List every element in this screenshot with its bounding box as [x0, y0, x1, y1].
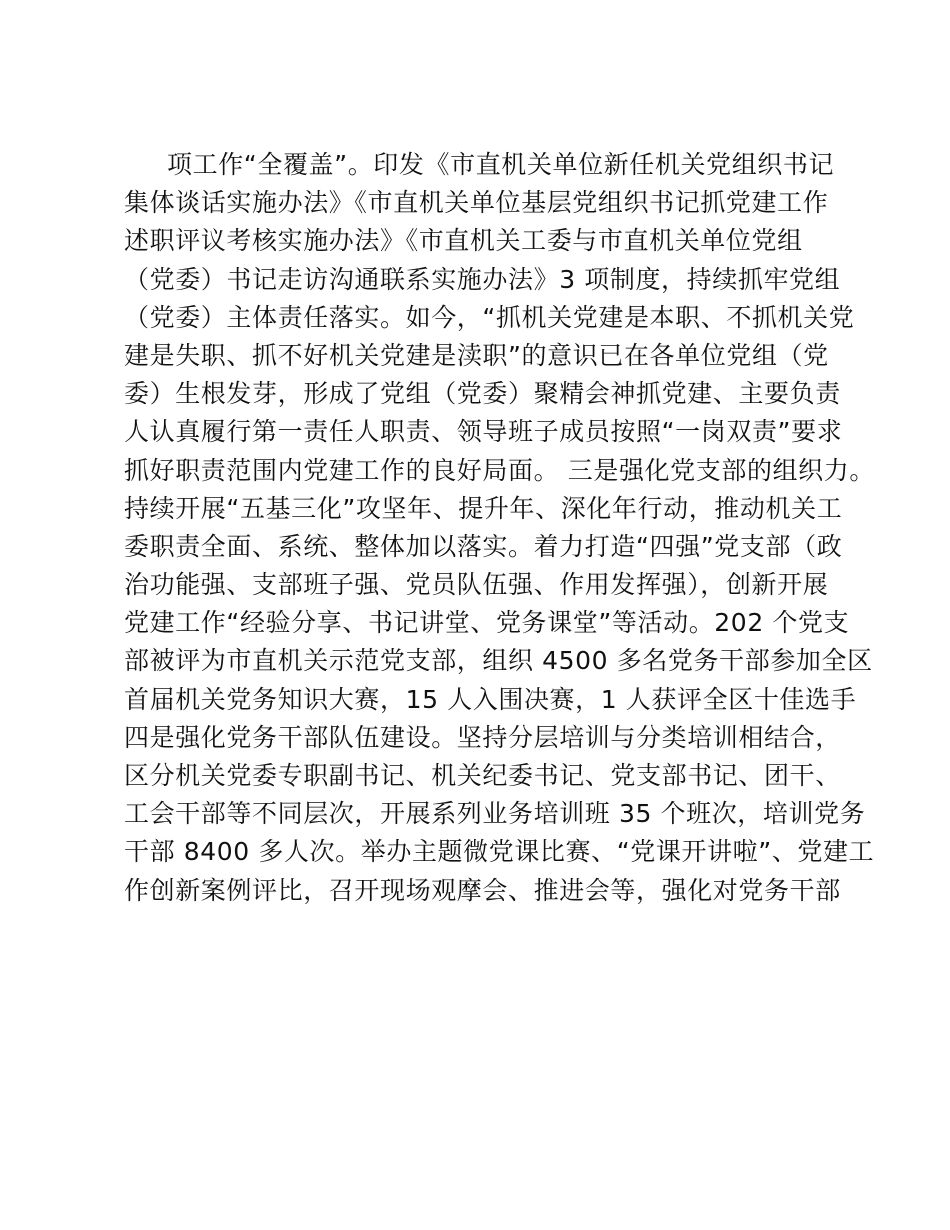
text-line: 委）生根发芽，形成了党组（党委）聚精会神抓党建、主要负责: [124, 379, 841, 409]
text-line: （党委）书记走访沟通联系实施办法》3 项制度，持续抓牢党组: [124, 264, 841, 294]
text-line: 项工作“全覆盖”。印发《市直机关单位新任机关党组织书记: [167, 150, 835, 179]
body-paragraph: [124, 146, 875, 910]
text-line: 党建工作“经验分享、书记讲堂、党务课堂”等活动。202 个党支: [124, 608, 850, 638]
text-line: 区分机关党委专职副书记、机关纪委书记、党支部书记、团干、: [124, 761, 841, 790]
text-line: 治功能强、支部班子强、党员队伍强、作用发挥强），创新开展: [124, 570, 829, 600]
text-line: 持续开展“五基三化”攻坚年、提升年、深化年行动，推动机关工: [124, 493, 843, 523]
text-line: 建是失职、抓不好机关党建是渎职”的意识已在各单位党组（党: [124, 340, 829, 370]
text-line: 工会干部等不同层次，开展系列业务培训班 35 个班次，培训党务: [124, 799, 866, 829]
text-line: 委职责全面、系统、整体加以落实。着力打造“四强”党支部（政: [124, 531, 843, 561]
text-line: （党委）主体责任落实。如今，“抓机关党建是本职、不抓机关党: [124, 302, 855, 332]
text-line: 集体谈话实施办法》《市直机关单位基层党组织书记抓党建工作: [124, 188, 829, 218]
text-line: 干部 8400 多人次。举办主题微党课比赛、“党课开讲啦”、党建工: [124, 837, 875, 867]
text-line: 部被评为市直机关示范党支部，组织 4500 多名党务干部参加全区: [124, 646, 873, 676]
text-line: 人认真履行第一责任人职责、领导班子成员按照“一岗双责”要求: [124, 417, 843, 447]
text-line: 首届机关党务知识大赛，15 人入围决赛，1 人获评全区十佳选手: [124, 684, 857, 714]
text-line: 抓好职责范围内党建工作的良好局面。 三是强化党支部的组织力。: [124, 455, 875, 485]
text-line: 四是强化党务干部队伍建设。坚持分层培训与分类培训相结合，: [124, 722, 841, 752]
text-line: 述职评议考核实施办法》《市直机关工委与市直机关单位党组: [124, 226, 803, 256]
text-line: 作创新案例评比，召开现场观摩会、推进会等，强化对党务干部: [124, 875, 841, 905]
